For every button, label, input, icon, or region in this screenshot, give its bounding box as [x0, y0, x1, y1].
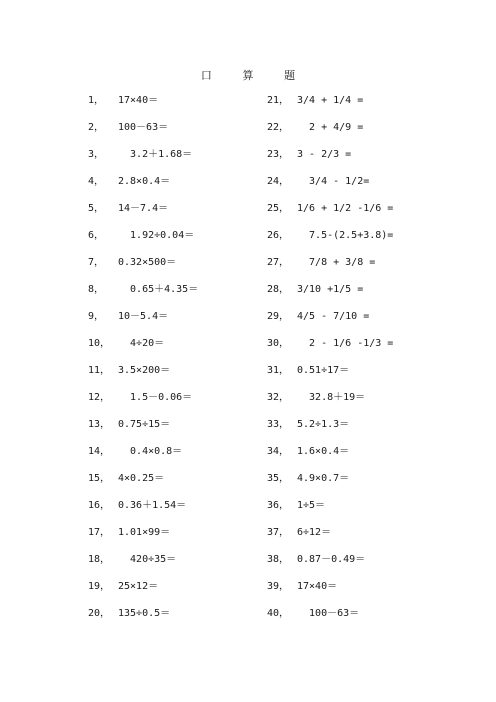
problem-row [267, 442, 393, 469]
problem-number: 4， [88, 176, 105, 187]
problem-expression: 100－63＝ [297, 608, 360, 619]
problem-expression: 32.8＋19＝ [297, 392, 366, 403]
problem-number: 33， [267, 419, 290, 430]
problem-row [267, 496, 393, 523]
problem-row [88, 199, 198, 226]
problem-expression: 7.5-(2.5+3.8)= [297, 230, 394, 241]
problem-expression: 0.36＋1.54＝ [118, 500, 187, 511]
problem-row [88, 307, 198, 334]
problem-expression: 3/10 +1/5 = [297, 284, 364, 295]
problem-number: 32， [267, 392, 290, 403]
problem-expression: 3/4 - 1/2= [297, 176, 370, 187]
problem-number: 16， [88, 500, 111, 511]
problem-expression: 100－63＝ [118, 122, 169, 133]
problem-number: 36， [267, 500, 290, 511]
problem-number: 27， [267, 257, 290, 268]
problem-expression: 3 - 2/3 = [297, 149, 352, 160]
problem-expression: 25×12＝ [118, 581, 159, 592]
problem-row [267, 361, 393, 388]
problem-number: 29， [267, 311, 290, 322]
title-char: 口 [200, 69, 212, 82]
problem-number: 40， [267, 608, 290, 619]
problem-number: 11， [88, 365, 111, 376]
problem-number: 35， [267, 473, 290, 484]
problem-row [267, 415, 393, 442]
problem-row [88, 388, 198, 415]
problem-expression: 3/4 + 1/4 = [297, 95, 364, 106]
problem-row [267, 199, 393, 226]
problem-expression: 14－7.4＝ [118, 203, 169, 214]
problem-row [88, 442, 198, 469]
problem-expression: 1÷5＝ [297, 500, 326, 511]
problem-row [267, 604, 393, 631]
right-problem-column [267, 91, 393, 631]
problem-row [88, 253, 198, 280]
problem-expression: 0.51÷17＝ [297, 365, 350, 376]
problem-number: 21， [267, 95, 290, 106]
problem-expression: 1.6×0.4＝ [297, 446, 350, 457]
problem-expression: 17×40＝ [118, 95, 159, 106]
problem-row [88, 496, 198, 523]
problem-row [267, 118, 393, 145]
problem-expression: 420÷35＝ [118, 554, 177, 565]
title-char: 算 [242, 69, 254, 82]
problem-number: 37， [267, 527, 290, 538]
problem-expression: 3.2＋1.68＝ [118, 149, 193, 160]
problem-row [267, 334, 393, 361]
problem-row [267, 226, 393, 253]
problem-number: 3， [88, 149, 105, 160]
problem-number: 2， [88, 122, 105, 133]
title-char: 题 [284, 69, 296, 82]
problem-row [88, 118, 198, 145]
problem-expression: 135÷0.5＝ [118, 608, 171, 619]
problem-expression: 4÷20＝ [118, 338, 165, 349]
problem-row [267, 469, 393, 496]
problem-number: 25， [267, 203, 290, 214]
left-problem-column [88, 91, 198, 631]
problem-number: 5， [88, 203, 105, 214]
problem-expression: 17×40＝ [297, 581, 338, 592]
problem-expression: 1.01×99＝ [118, 527, 171, 538]
problem-row [88, 415, 198, 442]
problem-expression: 10－5.4＝ [118, 311, 169, 322]
problem-expression: 7/8 + 3/8 = [297, 257, 376, 268]
problem-row [267, 172, 393, 199]
problem-row [88, 145, 198, 172]
problem-row [88, 604, 198, 631]
problem-expression: 0.87－0.49＝ [297, 554, 366, 565]
page-title [0, 67, 496, 83]
problem-row [267, 280, 393, 307]
problem-row [88, 334, 198, 361]
problem-row [267, 577, 393, 604]
problem-row [267, 523, 393, 550]
problem-number: 12， [88, 392, 111, 403]
problem-number: 17， [88, 527, 111, 538]
problem-expression: 4×0.25＝ [118, 473, 165, 484]
problem-number: 14， [88, 446, 111, 457]
problem-row [267, 388, 393, 415]
problem-number: 15， [88, 473, 111, 484]
problem-expression: 1/6 + 1/2 -1/6 = [297, 203, 394, 214]
problem-row [88, 577, 198, 604]
problem-row [267, 307, 393, 334]
problem-row [88, 91, 198, 118]
problem-expression: 1.92÷0.04＝ [118, 230, 195, 241]
problem-expression: 1.5－0.06＝ [118, 392, 193, 403]
problem-row [88, 469, 198, 496]
problem-row [88, 523, 198, 550]
problem-expression: 4/5 - 7/10 = [297, 311, 370, 322]
problem-row [88, 280, 198, 307]
problem-number: 23， [267, 149, 290, 160]
problem-number: 28， [267, 284, 290, 295]
problem-row [88, 226, 198, 253]
problem-number: 13， [88, 419, 111, 430]
problem-number: 18， [88, 554, 111, 565]
problem-expression: 5.2÷1.3＝ [297, 419, 350, 430]
problem-row [88, 550, 198, 577]
problem-expression: 6÷12＝ [297, 527, 332, 538]
problem-number: 9， [88, 311, 105, 322]
problem-number: 8， [88, 284, 105, 295]
problem-row [267, 253, 393, 280]
problem-row [267, 145, 393, 172]
problem-number: 19， [88, 581, 111, 592]
problem-expression: 0.65＋4.35＝ [118, 284, 199, 295]
problem-number: 1， [88, 95, 105, 106]
problem-number: 22， [267, 122, 290, 133]
problem-number: 38， [267, 554, 290, 565]
problem-row [267, 550, 393, 577]
problem-number: 20， [88, 608, 111, 619]
problem-expression: 2 - 1/6 -1/3 = [297, 338, 394, 349]
problem-number: 6， [88, 230, 105, 241]
problem-number: 10， [88, 338, 111, 349]
problem-number: 31， [267, 365, 290, 376]
problem-expression: 0.4×0.8＝ [118, 446, 183, 457]
problem-row [88, 172, 198, 199]
problem-expression: 0.75÷15＝ [118, 419, 171, 430]
problem-number: 30， [267, 338, 290, 349]
problem-number: 24， [267, 176, 290, 187]
problem-number: 7， [88, 257, 105, 268]
problem-expression: 2 + 4/9 = [297, 122, 364, 133]
problem-row [88, 361, 198, 388]
problem-row [267, 91, 393, 118]
problem-expression: 2.8×0.4＝ [118, 176, 171, 187]
problem-expression: 0.32×500＝ [118, 257, 177, 268]
problem-number: 34， [267, 446, 290, 457]
problem-expression: 3.5×200＝ [118, 365, 171, 376]
problem-number: 26， [267, 230, 290, 241]
problem-number: 39， [267, 581, 290, 592]
problem-expression: 4.9×0.7＝ [297, 473, 350, 484]
